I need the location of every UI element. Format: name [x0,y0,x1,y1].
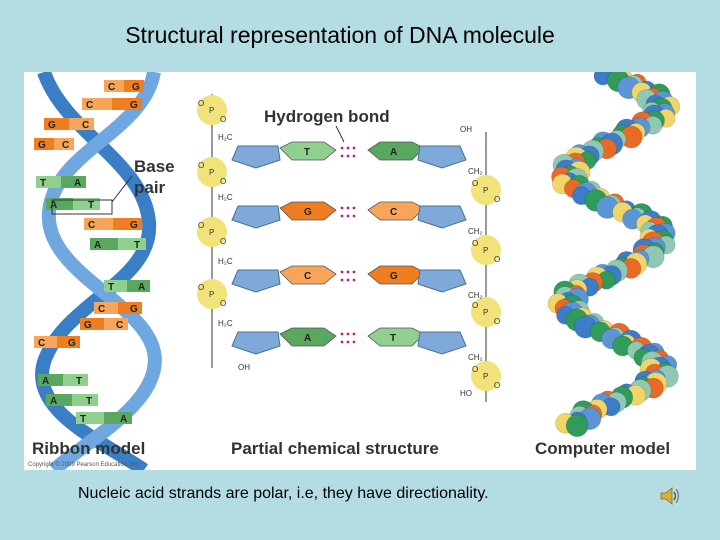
hydrogen-bond-dot [347,341,350,344]
chem-base-label: C [390,207,398,218]
oxygen-label: O [198,161,205,170]
oxygen-label: O [472,365,479,374]
phosphate-label: P [209,106,215,115]
sugar-ring [232,270,280,292]
hydrogen-bond-dot [353,155,356,158]
ribbon-base-label: C [82,120,90,131]
ch2-label: CH₂ [468,291,483,300]
hydrogen-bond-dot [341,155,344,158]
phosphate-label: P [483,186,489,195]
ribbon-base-label: G [130,304,138,315]
oxygen-label: O [198,221,205,230]
slide-title: Structural representation of DNA molecule [125,22,555,48]
chemical-structure [197,94,501,402]
ribbon-base-label: T [88,200,95,211]
chem-base-label: T [304,147,311,158]
ribbon-base-label: A [94,240,102,251]
phosphate-label: P [209,168,215,177]
oxygen-label: O [220,115,227,124]
hydrogen-bond-dot [353,147,356,150]
sugar-ring [418,332,466,354]
ribbon-base-label: A [50,396,58,407]
ribbon-base-label: C [88,220,96,231]
oxygen-label: O [494,381,501,390]
hydrogen-bond-dot [353,215,356,218]
ribbon-base-label: C [38,338,46,349]
hydrogen-bond-dot [347,207,350,210]
hydrogen-bond-dot [347,279,350,282]
ribbon-base-label: G [84,320,92,331]
ribbon-base-T [72,394,98,406]
oxygen-label: O [472,239,479,248]
hydrogen-bond-dot [347,147,350,150]
hydrogen-bond-dot [341,147,344,150]
chem-base-label: C [304,271,312,282]
copyright-text: Copyright © 2009 Pearson Education, Inc. [28,462,141,468]
dna-figure [24,72,696,470]
ribbon-base-label: C [98,304,106,315]
h2c-label: H₂C [218,319,233,328]
h2c-label: H₂C [218,133,233,142]
base-pair-label-1: Base [134,157,175,176]
phosphate-label: P [483,372,489,381]
hydrogen-bond-dot [341,207,344,210]
phosphate-label: P [209,228,215,237]
sugar-ring [418,206,466,228]
hydrogen-bond-dot [341,333,344,336]
oxygen-label: O [220,177,227,186]
chem-base-label: A [304,333,312,344]
phosphate-label: P [483,246,489,255]
hydrogen-bond-label: Hydrogen bond [264,107,390,126]
sugar-ring [232,146,280,168]
hydrogen-bond-dot [341,215,344,218]
ribbon-base-label: T [80,414,87,425]
ribbon-base-label: A [42,376,50,387]
ribbon-base-label: T [76,376,83,387]
hydrogen-bond-dot [353,271,356,274]
oxygen-label: O [472,179,479,188]
hydrogen-bond-dot [353,333,356,336]
oxygen-label: O [494,317,501,326]
ribbon-base-label: G [68,338,76,349]
dna-diagram [24,72,696,470]
hydrogen-bond-dot [341,279,344,282]
hydrogen-bond-dot [341,341,344,344]
ribbon-base-label: C [62,140,70,151]
hydrogen-bond-dot [347,215,350,218]
ribbon-model [34,72,155,470]
ribbon-model-label: Ribbon model [32,439,146,458]
oh-label: OH [460,125,472,134]
atom-sphere [566,415,588,437]
oh-label: OH [238,363,250,372]
hydrogen-bond-dot [341,271,344,274]
oxygen-label: O [494,195,501,204]
phosphate-label: P [209,290,215,299]
ribbon-base-T [118,238,146,250]
ribbon-base-label: G [38,140,46,151]
chem-base-label: T [390,333,397,344]
speaker-icon[interactable] [658,484,682,513]
hydrogen-bond-dot [353,207,356,210]
ribbon-base-label: T [134,240,141,251]
ribbon-base-label: C [86,100,94,111]
chem-base-label: A [390,147,398,158]
ribbon-base-label: T [108,282,115,293]
sugar-ring [418,270,466,292]
ribbon-base-label: G [130,100,138,111]
ribbon-base-label: T [86,396,93,407]
computer-model-label: Computer model [535,439,671,458]
chem-base-label: G [304,207,312,218]
ho-label: HO [460,389,472,398]
sugar-ring [232,206,280,228]
phosphate-label: P [483,308,489,317]
ribbon-base-label: G [48,120,56,131]
hydrogen-bond-dot [347,333,350,336]
sugar-ring [232,332,280,354]
computer-model [548,72,680,437]
ch2-label: CH₂ [468,353,483,362]
ribbon-base-label: C [108,82,116,93]
h2c-label: H₂C [218,257,233,266]
oxygen-label: O [472,301,479,310]
h2c-label: H₂C [218,193,233,202]
oxygen-label: O [494,255,501,264]
hydrogen-bond-dot [353,341,356,344]
hydrogen-bond-dot [347,155,350,158]
ribbon-base-A [104,412,132,424]
sugar-ring [418,146,466,168]
hydrogen-bond-dot [347,271,350,274]
ribbon-base-label: A [120,414,128,425]
chem-base-label: G [390,271,398,282]
ribbon-base-label: A [138,282,146,293]
ribbon-base-label: A [50,200,58,211]
base-pair-label-2: pair [134,178,166,197]
ch2-label: CH₂ [468,227,483,236]
ribbon-base-label: G [130,220,138,231]
ribbon-base-label: G [132,82,140,93]
oxygen-label: O [198,99,205,108]
hydrogen-bond-dot [353,279,356,282]
oxygen-label: O [220,237,227,246]
slide-caption: Nucleic acid strands are polar, i.e, they have directionality. [78,485,489,502]
chemical-structure-label: Partial chemical structure [231,439,439,458]
ribbon-base-label: A [74,178,82,189]
base-pair-pointer [112,176,132,202]
ribbon-base-label: C [116,320,124,331]
ch2-label: CH₂ [468,167,483,176]
ribbon-base-label: T [40,178,47,189]
oxygen-label: O [198,283,205,292]
oxygen-label: O [220,299,227,308]
